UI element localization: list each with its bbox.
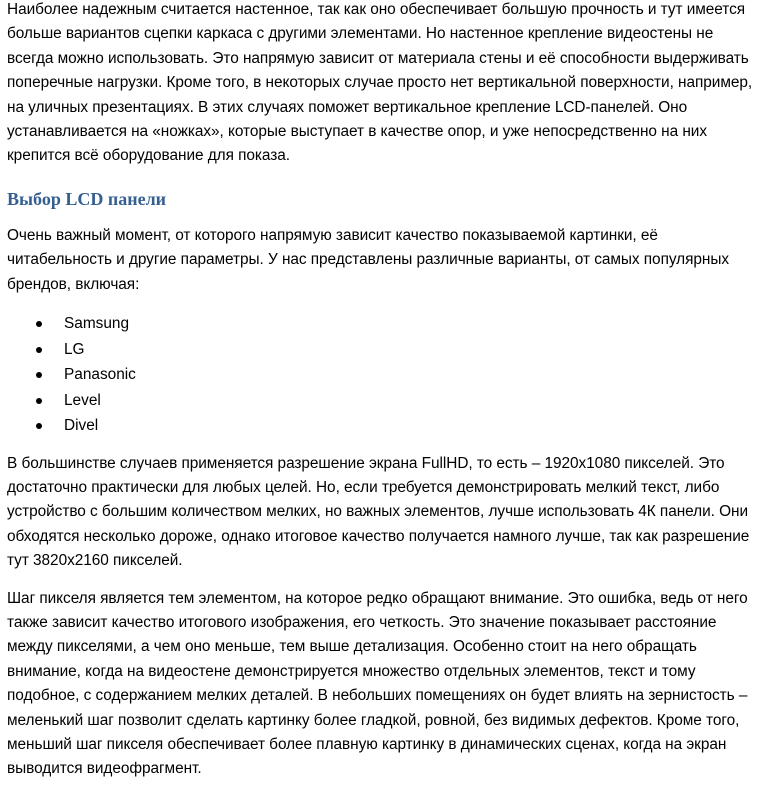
brand-name: LG [64,340,85,358]
section-heading: Выбор LCD панели [7,188,167,209]
bullet-icon [36,347,42,353]
document-body [7,0,760,782]
brand-name: Level [64,391,101,409]
brand-name: Samsung [64,315,130,333]
brand-list [7,311,760,439]
bullet-icon [36,372,42,378]
paragraph-resolution: В большинстве случаев применяется разрешение экрана FullHD, то есть – 1920х1080 пикселей. Это достаточно практически для любых целей. Но, если требуется демонстрировать мелкий текст, либо устройство с большим количеством мелких, но важных элементов, лучше использовать 4К панели. Они обходятся несколько дороже, однако итоговое качество получается намного лучше, так как разрешение тут 3820х2160 пикселей. [7,454,750,570]
brand-name: Divel [64,417,99,435]
brand-name: Panasonic [64,366,136,384]
bullet-icon [36,423,42,429]
bullet-icon [36,398,42,404]
list-item [7,362,760,388]
list-item [7,413,760,439]
paragraph-wall-mount: Наиболее надежным считается настенное, так как оно обеспечивает большую прочность и тут имеется больше вариантов сцепки каркаса с другими элементами. Но настенное крепление видеостены не всегда можно использовать. Это напрямую зависит от материала стены и её способности выдерживать поперечные нагрузки. Кроме того, в некоторых случае просто нет вертикальной поверхности, например, на уличных презентациях. В этих случаях поможет вертикальное крепление LCD-панелей. Оно устанавливается на «ножках», которые выступает в качестве опор, и уже непосредственно на них крепится всё оборудование для показа. [7,1,753,165]
list-item [7,311,760,337]
bullet-icon [36,321,42,327]
paragraph-pixel-pitch: Шаг пикселя является тем элементом, на которое редко обращают внимание. Это ошибка, ведь от него также зависит качество итогового изображения, его четкость. Это значение показывает расстояние между пикселями, а чем оно меньше, тем выше детализация. Особенно стоит на него обращать внимание, когда на видеостене демонстрируется множество отдельных элементов, текст и тому подобное, с содержанием мелких деталей. В небольших помещениях он будет влиять на зернистость – меленький шаг позволит сделать картинку более гладкой, ровной, без видимых дефектов. Кроме того, меньший шаг пикселя обеспечивает более плавную картинку в динамических сценах, когда на экран выводится видеофрагмент. [7,589,748,778]
list-item [7,388,760,414]
paragraph-intro-brands: Очень важный момент, от которого напрямую зависит качество показываемой картинки, её читабельность и другие параметры. У нас представлены различные варианты, от самых популярных брендов, включая: [7,226,729,293]
list-item [7,337,760,363]
